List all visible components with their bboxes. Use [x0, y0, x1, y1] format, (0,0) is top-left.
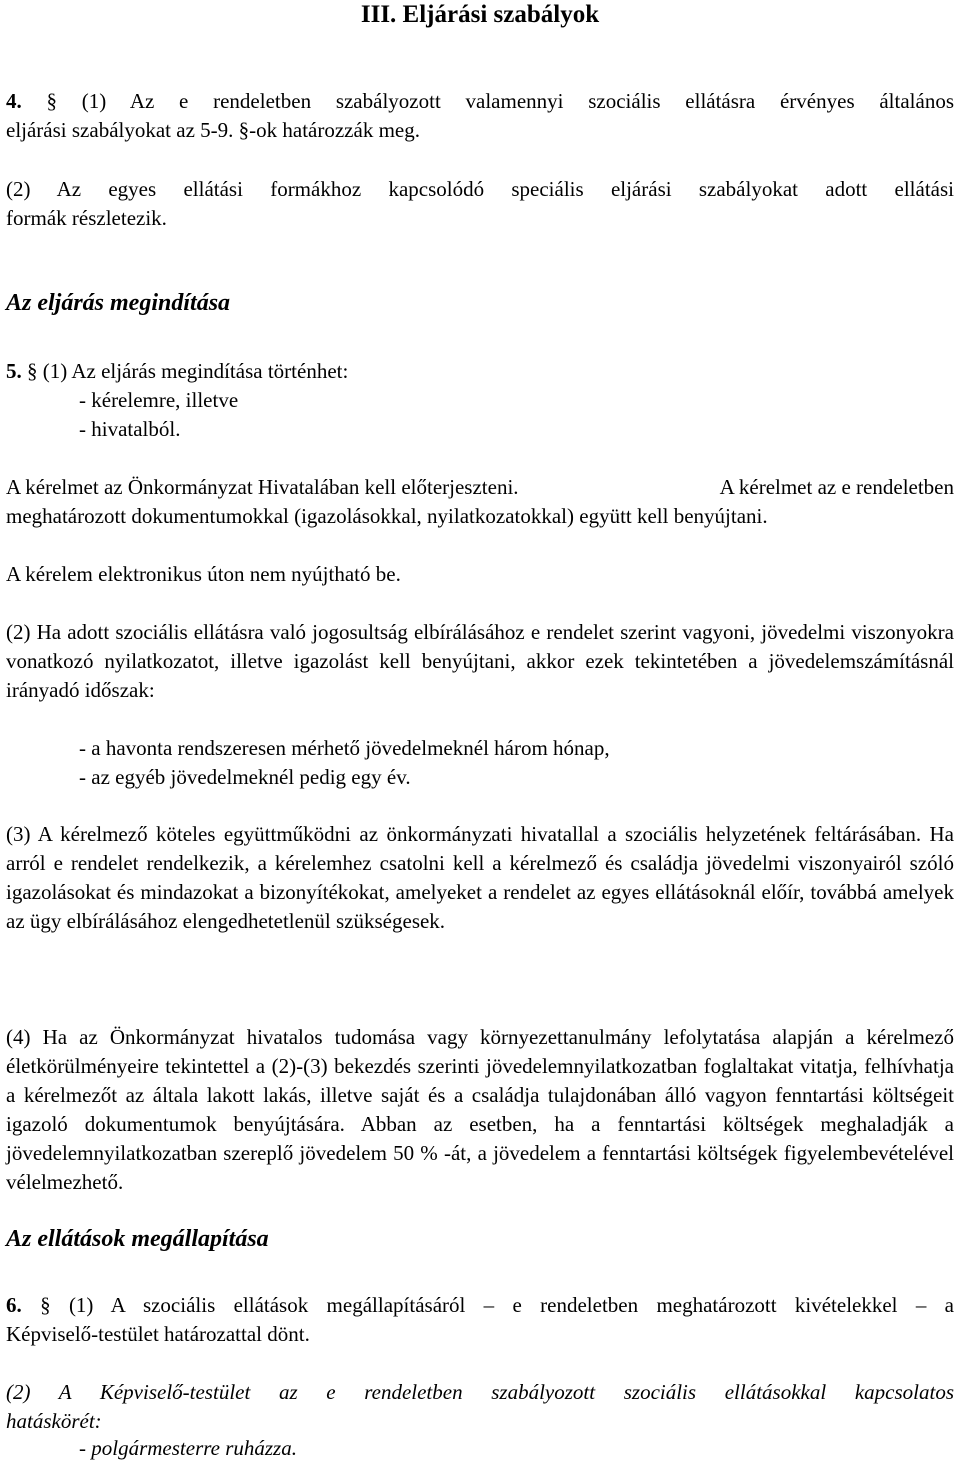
section-4-paragraph-1 — [6, 87, 954, 116]
section-4-p2-line1: (2) Az egyes ellátási formákhoz kapcsolódó speciális eljárási szabályokat adott ellátási — [6, 177, 954, 201]
section-5-p1-intro-text: (1) Az eljárás megindítása történhet: — [42, 359, 349, 383]
section-5-submission-office — [6, 473, 954, 502]
section-6-p2-line2: hatáskörét: — [6, 1409, 102, 1433]
paragraph-sign: § — [46, 89, 57, 113]
section-4-p1-line1: (1) Az e rendeletben szabályozott valamennyi szociális ellátásra érvényes általános — [81, 89, 954, 113]
list-item: - polgármesterre ruházza. — [79, 1436, 297, 1460]
section-5-paragraph-2: (2) Ha adott szociális ellátásra való jogosultság elbírálásához e rendelet szerint vagyoni, jövedelmi viszonyokra vonatkozó nyilatkozatot, illetve igazolást kell benyújtani, akkor ezek tekintetében a jövedelemszámításnál irányadó időszak: — [6, 620, 954, 702]
documents-sentence-start: A kérelmet az e rendeletben — [719, 475, 954, 499]
section-6-paragraph-1 — [6, 1291, 954, 1320]
list-item: - hivatalból. — [79, 417, 181, 441]
paragraph-sign: § — [27, 359, 38, 383]
list-item: - az egyéb jövedelmeknél pedig egy év. — [79, 765, 411, 789]
section-6-p1-line2: Képviselő-testület határozattal dönt. — [6, 1322, 310, 1346]
paragraph-sign: § — [40, 1293, 51, 1317]
list-item: - a havonta rendszeresen mérhető jövedelmeknél három hónap, — [79, 736, 610, 760]
section-number: 6. — [6, 1293, 22, 1317]
section-5-p1-intro — [6, 357, 954, 386]
office-sentence: A kérelmet az Önkormányzat Hivatalában kell előterjeszteni. — [6, 475, 519, 499]
chapter-title: III. Eljárási szabályok — [360, 1, 600, 28]
list-item: - kérelemre, illetve — [79, 388, 239, 412]
section-number: 4. — [6, 89, 22, 113]
section-4-p1-line2: eljárási szabályokat az 5-9. §-ok határozzák meg. — [6, 118, 420, 142]
section-5-documents-line2: meghatározott dokumentumokkal (igazolásokkal, nyilatkozatokkal) együtt kell benyújtani. — [6, 504, 768, 528]
section-heading-benefits-determination: Az ellátások megállapítása — [6, 1226, 269, 1252]
section-heading-proceedings-start: Az eljárás megindítása — [6, 290, 231, 316]
section-5-electronic-note: A kérelem elektronikus úton nem nyújtható be. — [6, 562, 401, 586]
section-5-paragraph-4: (4) Ha az Önkormányzat hivatalos tudomása vagy környezettanulmány lefolytatása alapján a kérelmező életkörülményeire tekintettel a (2)-(3) bekezdés szerinti jövedelemnyilatkozatban foglaltakat vitatja, felhívhatja a kérelmezőt az általa lakott lakás, illetve saját és a családja tulajdonában álló vagyon fenntartási költségeit igazoló dokumentumok benyújtására. Abban az esetben, ha a fenntartási költségek meghaladják a jövedelemnyilatkozatban szereplő jövedelem 50 % -át, a jövedelem a fenntartási költségek figyelembevételével vélelmezhető. — [6, 1025, 954, 1194]
section-6-p2-line1: (2) A Képviselő-testület az e rendeletben szabályozott szociális ellátásokkal kapcsolatos — [6, 1380, 954, 1404]
section-5-paragraph-3: (3) A kérelmező köteles együttműködni az önkormányzati hivatallal a szociális helyzetének feltárásában. Ha arról e rendelet rendelkezik, a kérelemhez csatolni kell a kérelmező és családja jövedelmi viszonyairól szóló igazolásokat és mindazokat a bizonyítékokat, amelyeket a rendelet az egyes ellátásoknál előír, továbbá amelyek az ügy elbírálásához elengedhetetlenül szükségesek. — [6, 822, 954, 933]
section-number: 5. — [6, 359, 22, 383]
section-6-p1-line1: (1) A szociális ellátások megállapításáról – e rendeletben meghatározott kivételekkel – a — [68, 1293, 955, 1317]
section-4-p2-line2: formák részletezik. — [6, 206, 167, 230]
